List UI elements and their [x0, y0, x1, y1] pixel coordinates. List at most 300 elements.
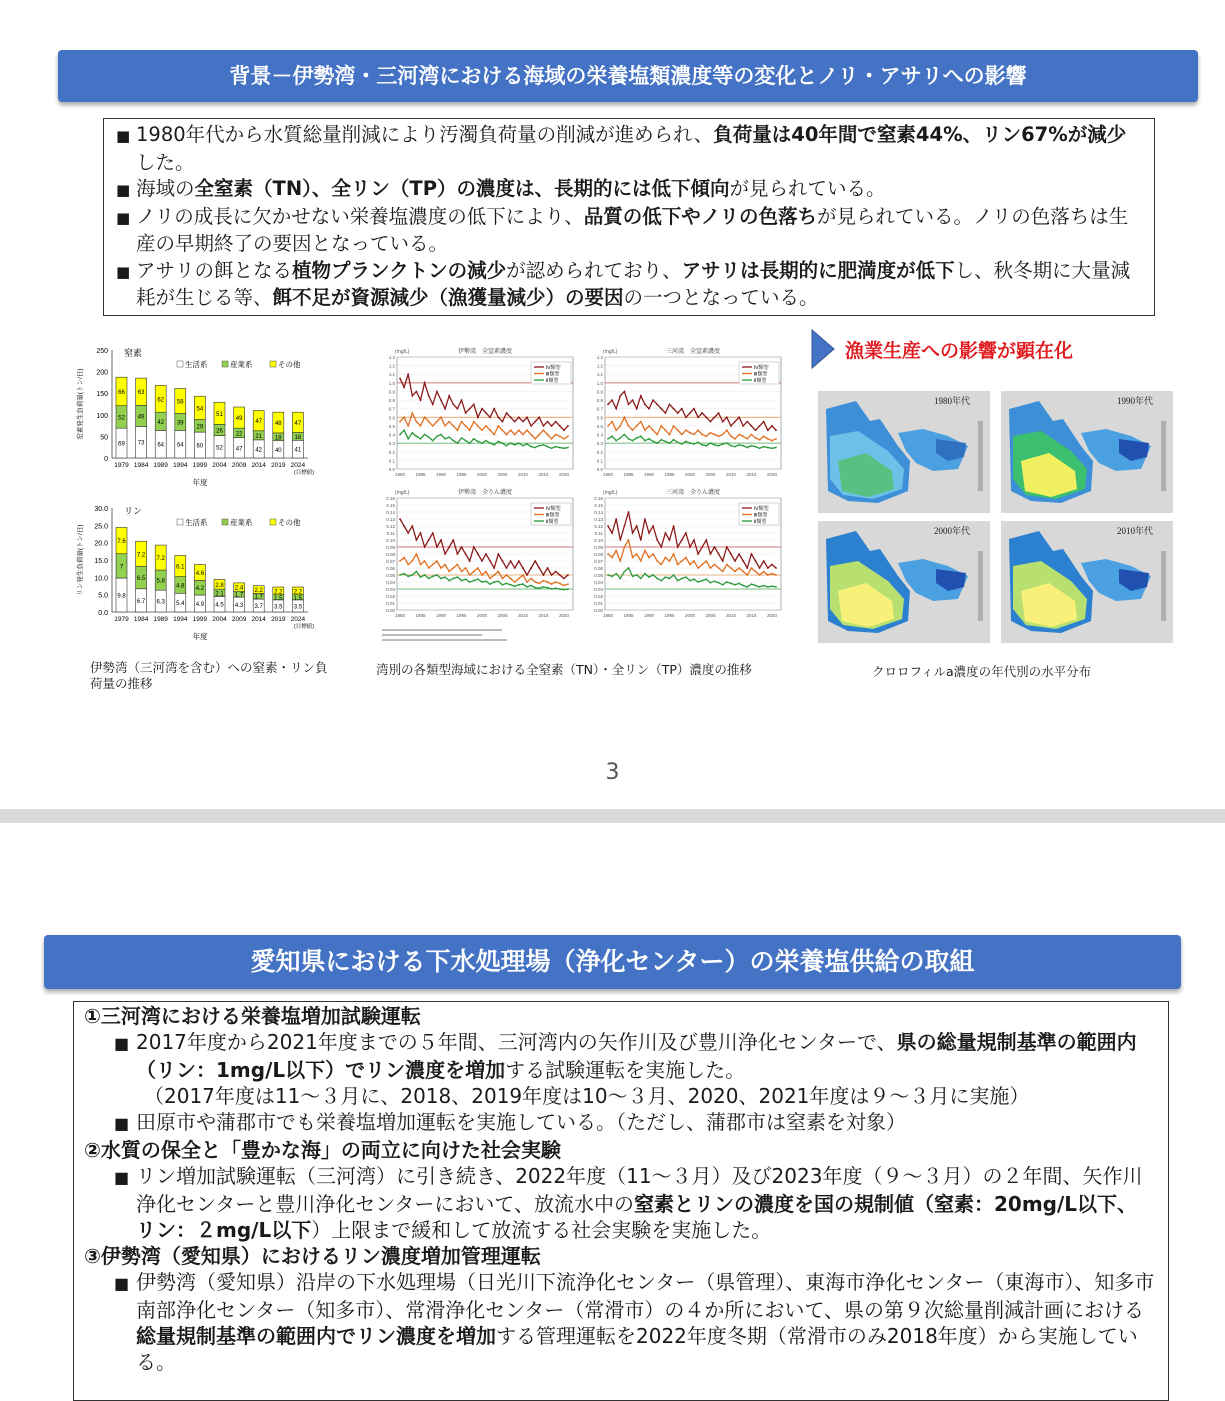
data-point: [420, 564, 422, 566]
bar-value-label: 62: [157, 397, 165, 404]
data-point: [502, 442, 504, 444]
data-point: [448, 421, 450, 423]
bar-value-label: 9.8: [117, 593, 126, 600]
data-point: [738, 583, 740, 585]
section1-bullet1: ■ 2017年度から2021年度までの５年間、三河湾内の矢作川及び豊川浄化センターで、県の総量規制基準の範囲内（リン：1mg/L以下）でリン濃度を増加する試験運転を実施した。: [84, 1029, 1156, 1083]
data-point: [693, 443, 695, 445]
data-point: [705, 435, 707, 437]
data-point: [771, 564, 773, 566]
data-point: [734, 584, 736, 586]
data-point: [416, 435, 418, 437]
data-point: [538, 567, 540, 569]
data-point: [440, 567, 442, 569]
data-point: [510, 584, 512, 586]
y-tick-label: 0.08: [594, 552, 603, 557]
data-point: [489, 416, 491, 418]
bar-value-label: 54: [196, 406, 204, 413]
y-tick-label: 1.0: [388, 380, 395, 386]
data-point: [411, 525, 413, 527]
y-tick-label: 1.1: [388, 372, 395, 378]
data-point: [444, 425, 446, 427]
legend-swatch: [270, 519, 276, 525]
data-point: [751, 583, 753, 585]
data-point: [567, 425, 569, 427]
initiatives-box: [73, 1001, 1169, 1401]
x-tick-label: 2005: [705, 472, 716, 477]
data-point: [751, 425, 753, 427]
data-point: [746, 586, 748, 588]
bar-value-label: 1.5: [274, 595, 283, 602]
data-point: [771, 425, 773, 427]
y-tick-label: 10.0: [94, 575, 108, 583]
data-point: [526, 586, 528, 588]
data-point: [746, 567, 748, 569]
chart-title: 伊勢湾 全りん濃度: [457, 490, 513, 496]
legend-label: Ⅲ類型: [754, 371, 768, 378]
data-point: [452, 425, 454, 427]
bar-value-label: 21: [255, 433, 263, 440]
y-tick-label: 30.0: [94, 506, 108, 513]
y-tick-label: 0.0: [388, 467, 395, 472]
data-point: [485, 412, 487, 414]
data-point: [730, 553, 732, 555]
data-point: [411, 560, 413, 562]
y-tick-label: 0.05: [594, 573, 603, 578]
data-point: [677, 580, 679, 582]
data-point: [710, 442, 712, 444]
unit-label: (mg/L): [395, 490, 410, 496]
data-point: [432, 576, 434, 578]
data-point: [457, 564, 459, 566]
data-point: [632, 557, 634, 559]
y-tick-label: 0.15: [386, 503, 395, 508]
bar-value-label: 66: [118, 389, 125, 396]
data-point: [656, 560, 658, 562]
chart-title: 三河湾 全窒素濃度: [665, 349, 721, 355]
data-point: [506, 434, 508, 436]
bar-value-label: 7: [119, 564, 124, 571]
data-point: [440, 539, 442, 541]
bar-value-label: 2.4: [234, 585, 244, 592]
data-point: [710, 567, 712, 569]
data-point: [681, 539, 683, 541]
legend-swatch: [177, 519, 183, 525]
data-point: [775, 438, 777, 440]
data-point: [469, 408, 471, 410]
data-point: [530, 585, 532, 587]
data-point: [559, 425, 561, 427]
data-point: [481, 574, 483, 576]
data-point: [469, 442, 471, 444]
data-point: [607, 574, 609, 576]
data-point: [763, 446, 765, 448]
data-point: [705, 416, 707, 418]
x-tick-label: 2024: [290, 462, 306, 469]
data-point: [738, 416, 740, 418]
data-point: [677, 412, 679, 414]
bar-value-label: 6.3: [156, 599, 165, 606]
data-point: [403, 557, 405, 559]
legend-label: 生活系: [185, 360, 208, 369]
data-point: [526, 429, 528, 431]
data-point: [502, 421, 504, 423]
data-point: [759, 425, 761, 427]
data-point: [436, 574, 438, 576]
data-point: [485, 580, 487, 582]
bar-value-label: 4.8: [176, 583, 185, 590]
y-tick-label: 0.6: [388, 415, 395, 421]
ise-bay-tp-line-chart: [375, 486, 580, 626]
data-point: [547, 567, 549, 569]
chlorophyll-map: [1001, 391, 1173, 513]
data-point: [424, 434, 426, 436]
y-tick-label: 0.14: [594, 510, 603, 515]
data-point: [710, 553, 712, 555]
x-tick-label: 2005: [497, 472, 508, 477]
data-point: [693, 539, 695, 541]
data-point: [669, 560, 671, 562]
x-tick-label: 1995: [456, 613, 467, 618]
data-point: [424, 382, 426, 384]
legend-label: Ⅳ類型: [754, 506, 769, 512]
data-point: [771, 440, 773, 442]
data-point: [705, 445, 707, 447]
data-point: [424, 574, 426, 576]
data-point: [746, 447, 748, 449]
unit-label: (mg/L): [603, 349, 618, 355]
data-point: [742, 435, 744, 437]
data-point: [502, 578, 504, 580]
data-point: [514, 581, 516, 583]
bar-value-label: 60: [196, 443, 204, 450]
data-point: [669, 539, 671, 541]
data-point: [759, 447, 761, 449]
data-point: [399, 518, 401, 520]
bar-value-label: 2.2: [274, 589, 283, 596]
y-tick-label: 0.13: [594, 517, 603, 522]
data-point: [714, 444, 716, 446]
data-point: [767, 574, 769, 576]
data-point: [514, 567, 516, 569]
data-point: [465, 440, 467, 442]
data-point: [615, 408, 617, 410]
data-point: [714, 564, 716, 566]
x-tick-label: 1989: [153, 462, 168, 469]
data-point: [457, 442, 459, 444]
x-tick-label: 1980: [394, 472, 406, 477]
data-point: [767, 586, 769, 588]
data-point: [665, 532, 667, 534]
data-point: [689, 442, 691, 444]
data-point: [416, 421, 418, 423]
data-point: [420, 399, 422, 401]
data-point: [547, 446, 549, 448]
data-point: [722, 421, 724, 423]
data-point: [452, 404, 454, 406]
section1-period-note: （2017年度は11～３月に、2018、2019年度は10～３月、2020、2021年度は９～３月に実施）: [144, 1084, 1030, 1108]
data-point: [563, 447, 565, 449]
data-point: [742, 445, 744, 447]
data-point: [607, 404, 609, 406]
data-point: [436, 391, 438, 393]
data-point: [701, 444, 703, 446]
section2-bullet1: ■ リン増加試験運転（三河湾）に引き続き、2022年度（11～３月）及び2023年度（９～３月）の２年間、矢作川浄化センターと豊川浄化センターにおいて、放流水中の窒素とリンの濃度を国の規制値（窒素：20mg/L以下、リン：２mg/L以下）上限まで緩和して放流する社会実験を実施した。: [84, 1163, 1156, 1243]
data-point: [681, 443, 683, 445]
data-point: [461, 546, 463, 548]
data-point: [742, 560, 744, 562]
bar-value-label: 51: [216, 411, 223, 418]
x-tick-label: 1984: [133, 616, 149, 623]
data-point: [485, 425, 487, 427]
data-point: [457, 576, 459, 578]
data-point: [497, 580, 499, 582]
data-point: [448, 571, 450, 573]
data-point: [477, 567, 479, 569]
data-point: [493, 444, 495, 446]
data-point: [428, 539, 430, 541]
y-tick-label: 0.9: [596, 389, 603, 395]
data-point: [563, 589, 565, 591]
data-point: [607, 525, 609, 527]
bar-value-label: 7.6: [117, 539, 126, 546]
data-point: [563, 585, 565, 587]
data-point: [759, 586, 761, 588]
bar-value-label: 41: [294, 447, 302, 454]
data-point: [751, 567, 753, 569]
legend-swatch: [270, 361, 276, 367]
y-tick-label: 0.10: [386, 538, 395, 543]
data-point: [726, 581, 728, 583]
data-point: [465, 412, 467, 414]
data-point: [440, 399, 442, 401]
data-point: [648, 425, 650, 427]
data-point: [767, 429, 769, 431]
data-point: [644, 550, 646, 552]
data-point: [726, 429, 728, 431]
data-point: [465, 578, 467, 580]
y-tick-label: 0.12: [386, 524, 395, 529]
y-tick-label: 0.4: [596, 432, 603, 438]
data-point: [444, 438, 446, 440]
data-point: [555, 581, 557, 583]
data-point: [547, 587, 549, 589]
x-tick-label: 1999: [192, 616, 208, 623]
data-point: [567, 447, 569, 449]
data-point: [746, 574, 748, 576]
bar-value-label: 6.7: [136, 598, 146, 605]
bar-value-label: 2.1: [215, 591, 224, 598]
bar-value-label: 7.2: [136, 552, 146, 559]
data-point: [624, 416, 626, 418]
data-point: [660, 564, 662, 566]
x-tick-label: 1995: [664, 613, 675, 618]
data-point: [742, 425, 744, 427]
map-decade-label: 1980年代: [933, 396, 970, 406]
data-point: [714, 416, 716, 418]
data-point: [493, 408, 495, 410]
x-tick-label: 2010: [725, 472, 737, 477]
data-point: [730, 567, 732, 569]
x-tick-label: 1995: [664, 472, 675, 477]
y-tick-label: 0.7: [596, 406, 603, 412]
bar-value-label: 40: [274, 447, 282, 454]
x-tick-label: 2015: [538, 472, 549, 477]
y-tick-label: 0.8: [388, 398, 395, 404]
data-point: [469, 429, 471, 431]
data-point: [436, 546, 438, 548]
data-point: [489, 442, 491, 444]
x-tick-label: 1979: [114, 616, 129, 623]
data-point: [489, 429, 491, 431]
chart-title: 伊勢湾 全窒素濃度: [457, 349, 513, 355]
data-point: [615, 573, 617, 575]
y-tick-label: 0.14: [386, 510, 395, 515]
x-tick-label: 2019: [271, 462, 286, 469]
x-tick-label: 2010: [725, 613, 737, 618]
data-point: [738, 553, 740, 555]
data-point: [693, 578, 695, 580]
data-point: [428, 421, 430, 423]
data-point: [399, 574, 401, 576]
data-point: [693, 434, 695, 436]
target-note: (目標値): [293, 624, 315, 630]
data-point: [530, 434, 532, 436]
data-point: [624, 571, 626, 573]
data-point: [477, 553, 479, 555]
x-tick-label: 2015: [746, 472, 757, 477]
data-point: [705, 560, 707, 562]
bar-value-label: 29: [196, 424, 204, 431]
data-point: [689, 564, 691, 566]
data-point: [632, 399, 634, 401]
data-point: [775, 567, 777, 569]
bar-value-label: 4.5: [215, 602, 224, 609]
bar-value-label: 22: [235, 431, 243, 438]
slide1-title-banner: 背景－伊勢湾・三河湾における海域の栄養塩類濃度等の変化とノリ・アサリへの影響: [58, 50, 1198, 102]
data-point: [665, 441, 667, 443]
bar-value-label: 4.2: [195, 586, 205, 593]
data-point: [734, 438, 736, 440]
data-point: [428, 395, 430, 397]
data-point: [669, 442, 671, 444]
y-tick-label: 0.09: [386, 545, 395, 550]
unit-label: (mg/L): [603, 490, 618, 496]
data-point: [636, 425, 638, 427]
data-point: [538, 583, 540, 585]
y-tick-label: 0.00: [594, 608, 603, 613]
data-point: [701, 546, 703, 548]
data-point: [673, 439, 675, 441]
data-point: [411, 432, 413, 434]
data-point: [543, 580, 545, 582]
y-tick-label: 0.5: [596, 423, 603, 429]
y-tick-label: 1.1: [596, 372, 603, 378]
data-point: [730, 425, 732, 427]
data-point: [611, 576, 613, 578]
x-tick-label: 2004: [212, 462, 227, 469]
data-point: [677, 564, 679, 566]
y-tick-label: 200: [96, 369, 108, 377]
data-point: [510, 416, 512, 418]
x-tick-label: 2024: [290, 616, 306, 623]
data-point: [640, 395, 642, 397]
data-point: [534, 421, 536, 423]
x-tick-label: 1985: [623, 613, 634, 618]
data-point: [416, 539, 418, 541]
data-point: [718, 435, 720, 437]
data-point: [685, 429, 687, 431]
data-point: [563, 438, 565, 440]
y-tick-label: 25.0: [94, 523, 108, 531]
bar-value-label: 63: [137, 390, 145, 397]
data-point: [628, 404, 630, 406]
data-point: [685, 441, 687, 443]
data-point: [632, 440, 634, 442]
data-point: [656, 434, 658, 436]
x-tick-label: 2020: [558, 613, 570, 618]
x-tick-label: 1999: [192, 462, 208, 469]
slide-separator: [0, 809, 1225, 823]
x-tick-label: 1980: [602, 472, 614, 477]
data-point: [742, 571, 744, 573]
data-point: [461, 421, 463, 423]
data-point: [673, 408, 675, 410]
x-tick-label: 1989: [153, 616, 168, 623]
data-point: [502, 584, 504, 586]
x-axis-label: 年度: [192, 632, 208, 641]
data-point: [628, 511, 630, 513]
data-point: [493, 581, 495, 583]
y-tick-label: 0.4: [388, 432, 395, 438]
y-tick-label: 0.01: [386, 601, 395, 606]
data-point: [689, 412, 691, 414]
data-point: [522, 445, 524, 447]
x-tick-label: 1980: [602, 613, 614, 618]
data-point: [551, 574, 553, 576]
data-point: [722, 571, 724, 573]
data-point: [559, 588, 561, 590]
data-point: [734, 571, 736, 573]
data-point: [428, 578, 430, 580]
data-point: [681, 578, 683, 580]
data-point: [660, 439, 662, 441]
data-point: [628, 425, 630, 427]
bar-value-label: 42: [157, 419, 165, 426]
data-point: [551, 583, 553, 585]
bar-value-label: 7.2: [156, 556, 165, 563]
data-point: [465, 553, 467, 555]
right-arrow-icon: [810, 326, 836, 372]
data-point: [534, 560, 536, 562]
line-chart-footnote-block: [382, 626, 507, 641]
data-point: [436, 560, 438, 562]
data-point: [481, 581, 483, 583]
legend-label: Ⅳ類型: [754, 365, 769, 371]
nitrogen-load-bar-chart: [72, 340, 322, 490]
data-point: [469, 574, 471, 576]
data-point: [547, 434, 549, 436]
bar-value-label: 49: [235, 416, 243, 423]
data-point: [697, 567, 699, 569]
data-point: [559, 574, 561, 576]
bar-value-label: 4.9: [195, 602, 205, 609]
bar-value-label: 52: [216, 445, 223, 452]
data-point: [607, 553, 609, 555]
data-point: [656, 442, 658, 444]
phosphorus-load-bar-chart: [72, 498, 322, 644]
data-point: [473, 404, 475, 406]
data-point: [619, 437, 621, 439]
